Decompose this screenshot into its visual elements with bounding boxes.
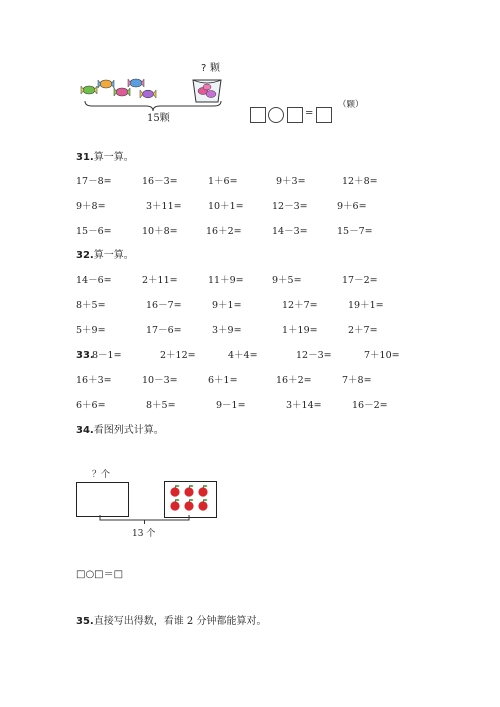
problem: 16－3=: [142, 176, 178, 187]
problem: 11＋9=: [208, 275, 244, 286]
candy-icon: [81, 86, 97, 94]
problem: 17－8=: [76, 176, 112, 187]
section-34-number: 34.: [76, 425, 94, 436]
section-32-heading: [76, 251, 134, 261]
bag-unit-label: 颗: [210, 63, 220, 74]
answer-box-3[interactable]: [316, 107, 332, 123]
problem: 16－2=: [352, 400, 388, 411]
section-33-number: 33.: [76, 350, 94, 361]
problem: 9＋8=: [76, 201, 106, 212]
blank-unit-label: （颗）: [338, 100, 364, 110]
section-31-heading: [76, 153, 134, 163]
candy-icon: [98, 80, 114, 88]
answer-box-2[interactable]: [287, 107, 303, 123]
problem: 2＋12=: [160, 350, 196, 361]
problem: 16＋2=: [276, 375, 312, 386]
problem: 12＋8=: [342, 176, 378, 187]
problem: 17－2=: [342, 275, 378, 286]
empty-box: [76, 482, 129, 517]
operator-circle[interactable]: [268, 107, 284, 123]
problem: 10＋8=: [142, 226, 178, 237]
problem: 17－6=: [146, 325, 182, 336]
problem: 16＋3=: [76, 375, 112, 386]
problem: 8＋5=: [146, 400, 176, 411]
problem: 9－1=: [216, 400, 246, 411]
candy-icon: [140, 90, 156, 98]
problem: 10＋1=: [208, 201, 244, 212]
section-32-title: 算一算。: [93, 250, 134, 261]
problem: 1＋19=: [282, 325, 318, 336]
apples-group: [168, 484, 212, 514]
problem: 15－6=: [76, 226, 112, 237]
equals-sign: =: [305, 108, 314, 119]
total-count-label: 13 个: [132, 529, 156, 539]
apple-icon: [170, 499, 179, 511]
candy-icon: [128, 79, 144, 87]
section-35-heading: [76, 617, 266, 627]
total-brace-34: [99, 515, 190, 525]
problem: 9＋5=: [272, 275, 302, 286]
problem: 1＋6=: [208, 176, 238, 187]
apple-icon: [184, 499, 193, 511]
section-34-title: 看图列式计算。: [93, 425, 164, 436]
problem: 3＋9=: [212, 325, 242, 336]
problem: 14－6=: [76, 275, 112, 286]
problem: 7＋10=: [364, 350, 400, 361]
bag-question-mark: ?: [201, 63, 207, 74]
candy-icon: [114, 88, 130, 96]
section-35-title: 直接写出得数，看谁 2 分钟都能算对。: [93, 616, 267, 627]
problem: 4＋4=: [228, 350, 258, 361]
unknown-count-label: ？个: [92, 470, 111, 480]
problem: 10－3=: [142, 375, 178, 386]
section-34-heading: [76, 426, 164, 436]
section-32-number: 32.: [76, 250, 94, 261]
problem: 2＋7=: [348, 325, 378, 336]
answer-box-1[interactable]: [250, 107, 266, 123]
problem: 8－1=: [92, 350, 122, 361]
apple-icon: [170, 485, 179, 497]
problem: 15－7=: [337, 226, 373, 237]
problem: 5＋9=: [76, 325, 106, 336]
problem: 9＋6=: [337, 201, 367, 212]
problem: 7＋8=: [342, 375, 372, 386]
problem: 16＋2=: [206, 226, 242, 237]
problem: 12＋7=: [282, 300, 318, 311]
section-35-number: 35.: [76, 616, 94, 627]
problem: 3＋14=: [286, 400, 322, 411]
problem: 19＋1=: [348, 300, 384, 311]
section-31-number: 31.: [76, 152, 94, 163]
problem: 9＋1=: [212, 300, 242, 311]
equation-template[interactable]: □○□＝□: [76, 569, 124, 580]
problem: 14－3=: [272, 226, 308, 237]
total-brace: [84, 100, 222, 112]
problem: 12－3=: [296, 350, 332, 361]
apple-icon: [184, 485, 193, 497]
apple-icon: [198, 485, 207, 497]
problem: 8＋5=: [76, 300, 106, 311]
apple-icon: [198, 499, 207, 511]
section-31-title: 算一算。: [93, 152, 134, 163]
total-label: 15颗: [147, 113, 170, 124]
problem: 2＋11=: [142, 275, 178, 286]
problem: 3＋11=: [146, 201, 182, 212]
problem: 9＋3=: [276, 176, 306, 187]
problem: 16－7=: [146, 300, 182, 311]
problem: 12－3=: [272, 201, 308, 212]
problem: 6＋1=: [208, 375, 238, 386]
problem: 6＋6=: [76, 400, 106, 411]
